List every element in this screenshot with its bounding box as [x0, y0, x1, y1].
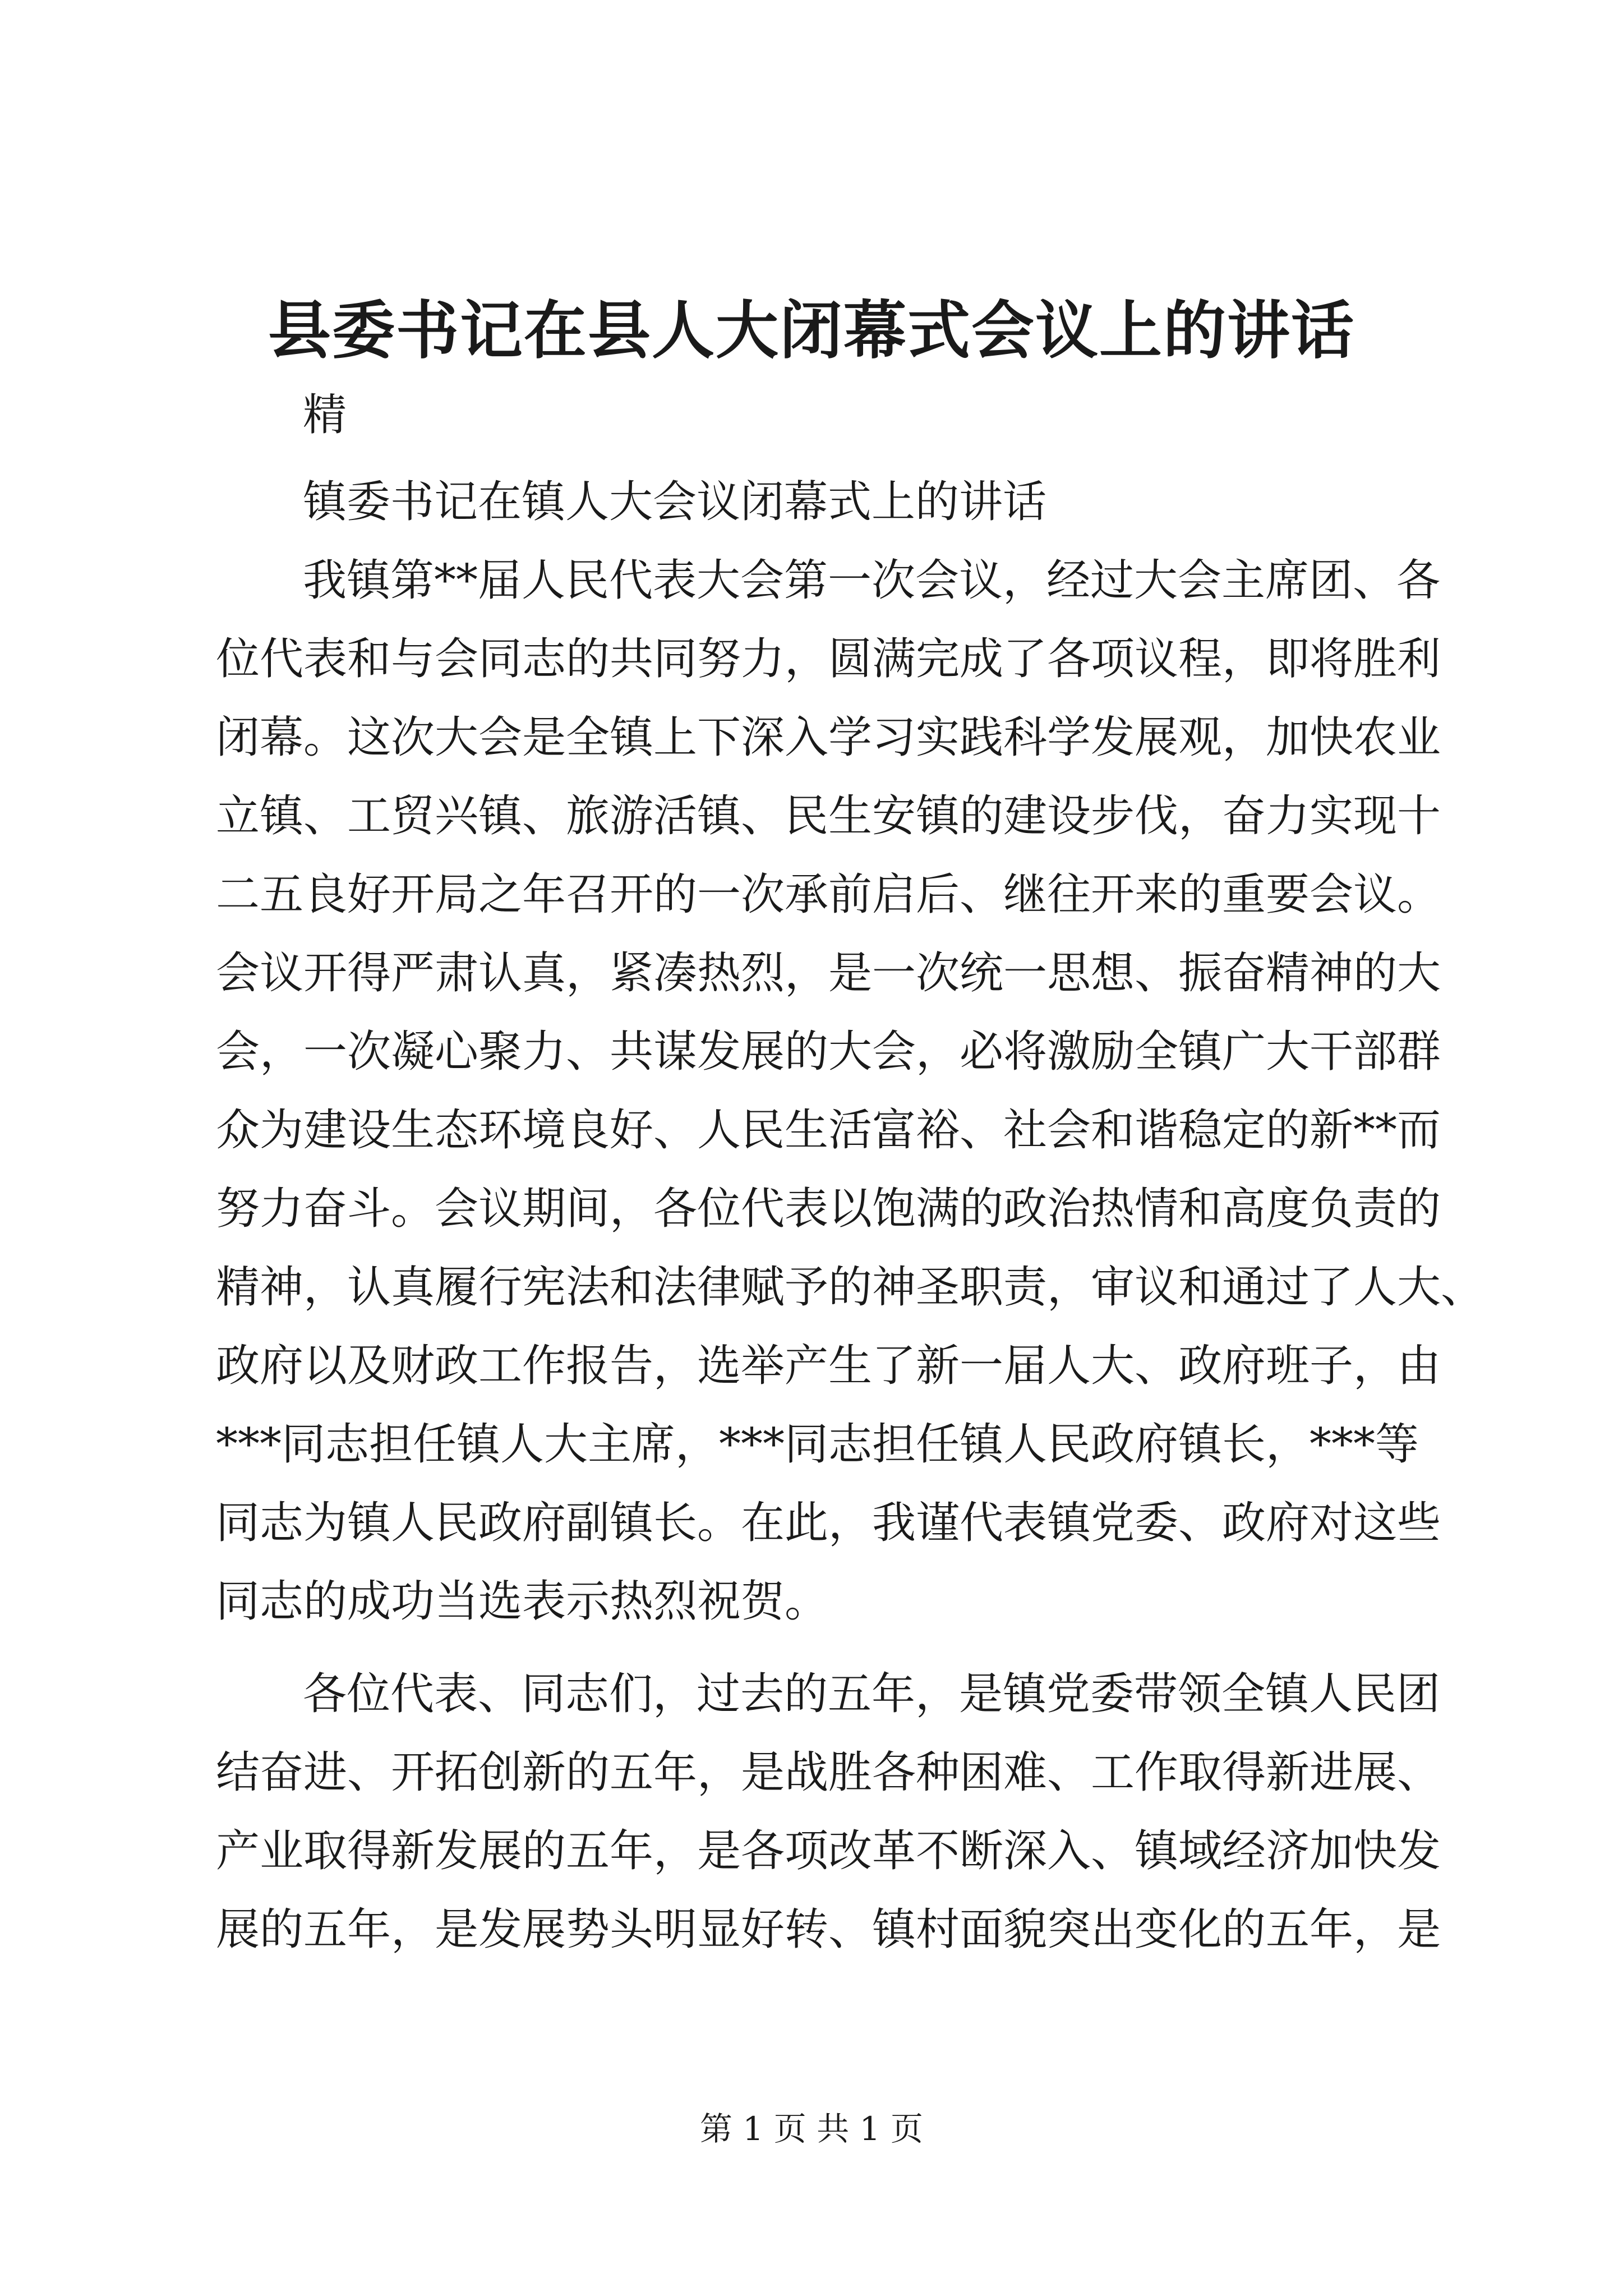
- paragraph-line: 众为建设生态环境良好、人民生活富裕、社会和谐稳定的新**而: [216, 1105, 1441, 1156]
- paragraph-line: 精神，认真履行宪法和法律赋予的神圣职责，审议和通过了人大、: [216, 1262, 1485, 1313]
- paragraph-line: 结奋进、开拓创新的五年，是战胜各种困难、工作取得新进展、: [216, 1747, 1441, 1798]
- paragraph-line: 会，一次凝心聚力、共谋发展的大会，必将激励全镇广大干部群: [216, 1027, 1441, 1077]
- paragraph-line: 二五良好开局之年召开的一次承前启后、继往开来的重要会议。: [216, 869, 1441, 920]
- paragraph-line: 我镇第**届人民代表大会第一次会议，经过大会主席团、各: [303, 555, 1441, 606]
- paragraph-line: ***同志担任镇人大主席，***同志担任镇人民政府镇长，***等: [216, 1419, 1419, 1470]
- document-title: 县委书记在县人大闭幕式会议上的讲话: [268, 294, 1355, 367]
- page-footer: 第 1 页 共 1 页: [700, 2110, 923, 2148]
- paragraph-line: 展的五年，是发展势头明显好转、镇村面貌突出变化的五年，是: [216, 1904, 1441, 1955]
- subtitle-char: 精: [303, 390, 347, 440]
- paragraph-line: 产业取得新发展的五年，是各项改革不断深入、镇域经济加快发: [216, 1826, 1441, 1876]
- paragraph-line: 位代表和与会同志的共同努力，圆满完成了各项议程，即将胜利: [216, 634, 1441, 684]
- paragraph-line: 闭幕。这次大会是全镇上下深入学习实践科学发展观，加快农业: [216, 712, 1441, 763]
- paragraph-line: 同志为镇人民政府副镇长。在此，我谨代表镇党委、政府对这些: [216, 1498, 1441, 1548]
- paragraph-line: 立镇、工贸兴镇、旅游活镇、民生安镇的建设步伐，奋力实现十: [216, 791, 1441, 841]
- paragraph-line: 努力奋斗。会议期间，各位代表以饱满的政治热情和高度负责的: [216, 1184, 1441, 1234]
- speech-heading: 镇委书记在镇人大会议闭幕式上的讲话: [303, 477, 1047, 527]
- paragraph-line: 同志的成功当选表示热烈祝贺。: [216, 1576, 829, 1627]
- paragraph-line: 政府以及财政工作报告，选举产生了新一届人大、政府班子，由: [216, 1341, 1441, 1391]
- paragraph-line: 各位代表、同志们，过去的五年，是镇党委带领全镇人民团: [303, 1669, 1441, 1719]
- paragraph-line: 会议开得严肃认真，紧凑热烈，是一次统一思想、振奋精神的大: [216, 948, 1441, 999]
